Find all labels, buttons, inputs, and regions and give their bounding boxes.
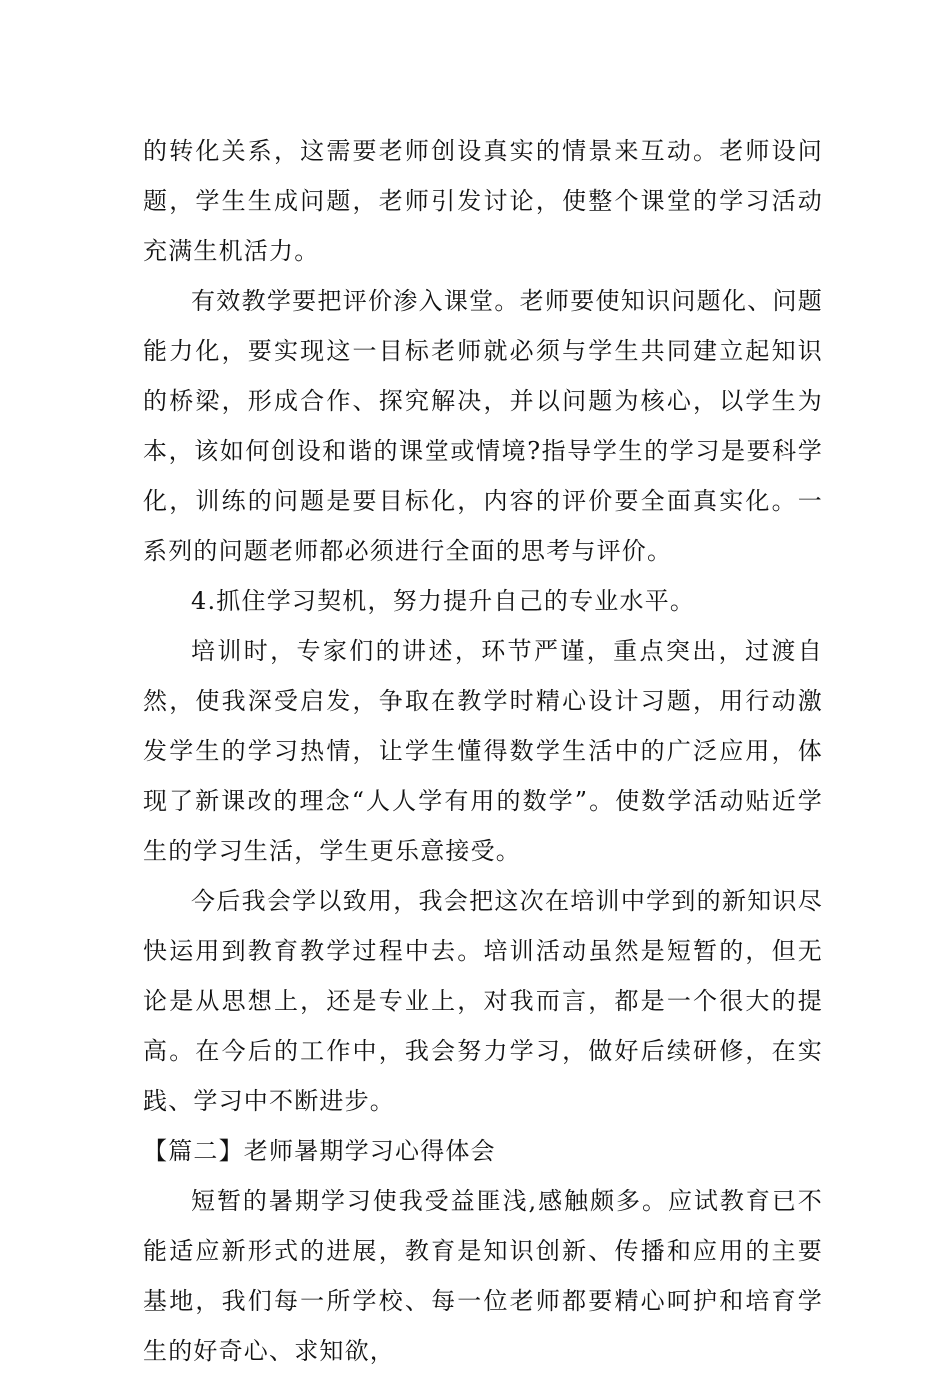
paragraph-6: 短暂的暑期学习使我受益匪浅,感触颇多。应试教育已不能适应新形式的进展，教育是知识创新、传播和应用的主要基地，我们每一所学校、每一位老师都要精心呵护和培育学生的好奇心、求知欲，: [143, 1187, 823, 1365]
paragraph-3: 4.抓住学习契机，努力提升自己的专业水平。: [191, 587, 696, 615]
paragraph-2: 有效教学要把评价渗入课堂。老师要使知识问题化、问题能力化，要实现这一目标老师就必须与学生共同建立起知识的桥梁，形成合作、探究解决，并以问题为核心，以学生为本，该如何创设和谐的课堂或情境?指导学生的学习是要科学化，训练的问题是要目标化，内容的评价要全面真实化。一系列的问题老师都必须进行全面的思考与评价。: [143, 287, 823, 565]
paragraph-4: 培训时，专家们的讲述，环节严谨，重点突出，过渡自然，使我深受启发，争取在教学时精心设计习题，用行动激发学生的学习热情，让学生懂得数学生活中的广泛应用，体现了新课改的理念“人人学有用的数学”。使数学活动贴近学生的学习生活，学生更乐意接受。: [143, 637, 823, 865]
paragraph-5: 今后我会学以致用，我会把这次在培训中学到的新知识尽快运用到教育教学过程中去。培训活动虽然是短暂的，但无论是从思想上，还是专业上，对我而言，都是一个很大的提高。在今后的工作中，我会努力学习，做好后续研修，在实践、学习中不断进步。: [143, 887, 823, 1115]
section-heading: 【篇二】老师暑期学习心得体会: [143, 1137, 496, 1165]
document-body: [143, 126, 823, 1376]
paragraph-1: 的转化关系，这需要老师创设真实的情景来互动。老师设问题，学生生成问题，老师引发讨论，使整个课堂的学习活动充满生机活力。: [143, 137, 823, 265]
